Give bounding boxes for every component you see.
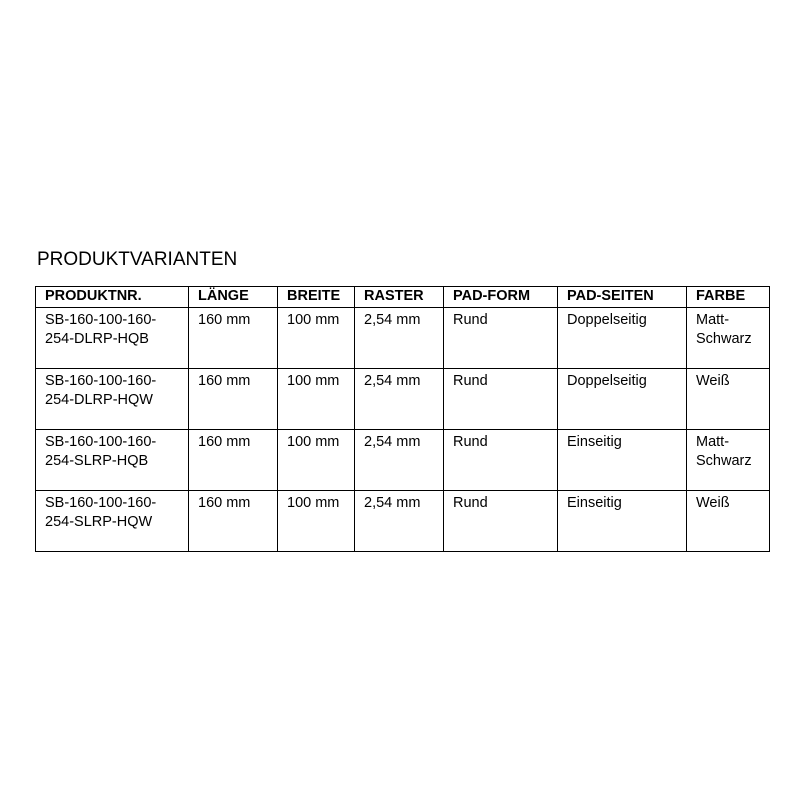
column-header-laenge: LÄNGE [189,287,278,308]
cell-pad-seiten: Einseitig [558,491,687,552]
section-heading: PRODUKTVARIANTEN [37,249,238,270]
cell-breite: 100 mm [278,491,355,552]
cell-pad-form: Rund [444,369,558,430]
cell-raster: 2,54 mm [355,369,444,430]
cell-farbe: Matt- Schwarz [687,308,770,369]
cell-produktnr: SB-160-100-160- 254-DLRP-HQW [36,369,189,430]
cell-pad-form: Rund [444,308,558,369]
table-row [36,308,770,369]
cell-produktnr: SB-160-100-160- 254-SLRP-HQB [36,430,189,491]
cell-farbe: Weiß [687,491,770,552]
cell-pad-seiten: Doppelseitig [558,308,687,369]
table-row [36,430,770,491]
cell-farbe: Weiß [687,369,770,430]
column-header-farbe: FARBE [687,287,770,308]
cell-breite: 100 mm [278,369,355,430]
column-header-pad-seiten: PAD-SEITEN [558,287,687,308]
table-row [36,369,770,430]
cell-pad-seiten: Doppelseitig [558,369,687,430]
cell-breite: 100 mm [278,430,355,491]
column-header-breite: BREITE [278,287,355,308]
cell-laenge: 160 mm [189,491,278,552]
cell-raster: 2,54 mm [355,491,444,552]
table-header-row [36,287,770,308]
cell-laenge: 160 mm [189,369,278,430]
cell-laenge: 160 mm [189,430,278,491]
table-row [36,491,770,552]
product-variants-table [35,286,770,552]
cell-pad-form: Rund [444,430,558,491]
cell-pad-seiten: Einseitig [558,430,687,491]
column-header-produktnr: PRODUKTNR. [36,287,189,308]
cell-breite: 100 mm [278,308,355,369]
cell-produktnr: SB-160-100-160- 254-SLRP-HQW [36,491,189,552]
column-header-raster: RASTER [355,287,444,308]
cell-raster: 2,54 mm [355,430,444,491]
cell-produktnr: SB-160-100-160- 254-DLRP-HQB [36,308,189,369]
column-header-pad-form: PAD-FORM [444,287,558,308]
cell-farbe: Matt- Schwarz [687,430,770,491]
cell-raster: 2,54 mm [355,308,444,369]
cell-pad-form: Rund [444,491,558,552]
cell-laenge: 160 mm [189,308,278,369]
